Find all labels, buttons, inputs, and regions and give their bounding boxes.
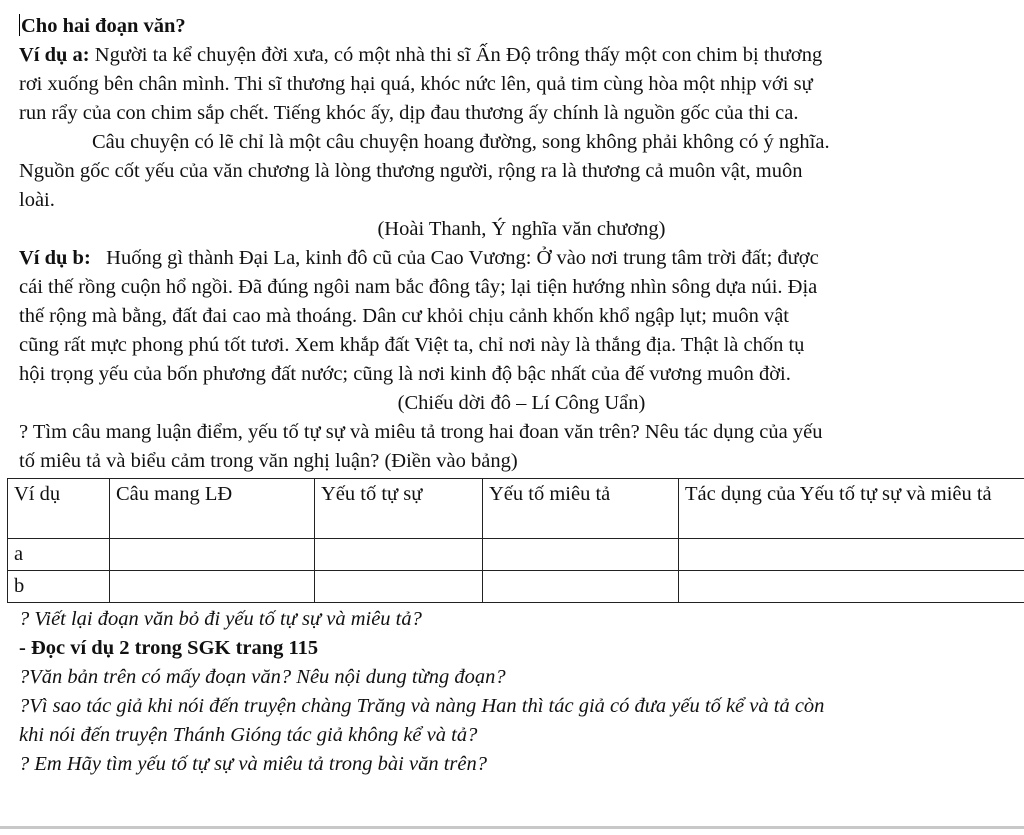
question-1-line-2: tố miêu tả và biểu cảm trong văn nghị luận? (Điền vào bảng) <box>19 450 518 472</box>
question-2: ? Viết lại đoạn văn bỏ đi yếu tố tự sự và miêu tả? <box>19 608 422 630</box>
table-header-cell: Yếu tố miêu tả <box>483 479 679 539</box>
table-cell[interactable] <box>483 571 679 603</box>
question-4-line-2: khi nói đến truyện Thánh Gióng tác giả không kể và tả? <box>19 724 478 746</box>
document-title: Cho hai đoạn văn? <box>21 15 186 37</box>
table-header-row <box>8 479 1024 539</box>
example-b-line-4: cũng rất mực phong phú tốt tươi. Xem khắp đất Việt ta, chỉ nơi này là thắng địa. Thật là chốn tụ <box>19 334 805 356</box>
table-cell[interactable] <box>315 571 483 603</box>
question-1-line-1: ? Tìm câu mang luận điểm, yếu tố tự sự và miêu tả trong hai đoan văn trên? Nêu tác dụng của yếu <box>19 421 823 443</box>
example-b-label: Ví dụ b: <box>19 247 91 269</box>
table-cell[interactable] <box>679 571 1024 603</box>
example-a-line-2: rơi xuống bên chân mình. Thi sĩ thương hại quá, khóc nức lên, quả tim cùng hòa một nhịp với sự <box>19 73 813 95</box>
table-cell[interactable] <box>110 539 315 571</box>
table-cell[interactable] <box>315 539 483 571</box>
table-cell[interactable] <box>483 539 679 571</box>
text-cursor <box>19 14 20 36</box>
instruction-read-example: - Đọc ví dụ 2 trong SGK trang 115 <box>19 637 319 659</box>
table-header-cell: Tác dụng của Yếu tố tự sự và miêu tả <box>679 479 1024 539</box>
table-cell: a <box>8 539 110 571</box>
example-a-label: Ví dụ a: <box>19 44 90 66</box>
example-b-line-3: thế rộng mà bằng, đất đai cao mà thoáng. Dân cư khỏi chịu cảnh khốn khổ ngập lụt; muôn vật <box>19 305 789 327</box>
page-bottom-divider <box>0 826 1024 829</box>
example-b-line-1: Ví dụ b: Huống gì thành Đại La, kinh đô cũ của Cao Vương: Ở vào nơi trung tâm trời đất; được <box>19 247 819 269</box>
table-cell: b <box>8 571 110 603</box>
table-row <box>8 539 1024 571</box>
example-a-line-1: Ví dụ a: Người ta kể chuyện đời xưa, có một nhà thi sĩ Ấn Độ trông thấy một con chim bị thương <box>19 44 823 66</box>
table-row <box>8 571 1024 603</box>
example-a-line-3: run rẩy của con chim sắp chết. Tiếng khóc ấy, dịp đau thương ấy chính là nguồn gốc của thi ca. <box>19 102 799 124</box>
question-5: ? Em Hãy tìm yếu tố tự sự và miêu tả trong bài văn trên? <box>19 753 487 775</box>
example-a-para2-line-1: Câu chuyện có lẽ chỉ là một câu chuyện hoang đường, song không phải không có ý nghĩa. <box>92 131 830 153</box>
example-a-para2-line-2: Nguồn gốc cốt yếu của văn chương là lòng thương người, rộng ra là thương cả muôn vật, muôn <box>19 160 803 182</box>
answer-table <box>7 478 1024 603</box>
question-4-line-1: ?Vì sao tác giả khi nói đến truyện chàng Trăng và nàng Han thì tác giả có đưa yếu tố kể và tả còn <box>19 695 825 717</box>
table-header-cell: Ví dụ <box>8 479 110 539</box>
example-b-source: (Chiếu dời đô – Lí Công Uẩn) <box>397 392 646 414</box>
table-header-cell: Câu mang LĐ <box>110 479 315 539</box>
example-a-source: (Hoài Thanh, Ý nghĩa văn chương) <box>377 218 666 240</box>
table-cell[interactable] <box>110 571 315 603</box>
question-3: ?Văn bản trên có mấy đoạn văn? Nêu nội dung từng đoạn? <box>19 666 506 688</box>
example-b-line-5: hội trọng yếu của bốn phương đất nước; cũng là nơi kinh độ bậc nhất của đế vương muôn đời. <box>19 363 791 385</box>
table-header-cell: Yếu tố tự sự <box>315 479 483 539</box>
table-cell[interactable] <box>679 539 1024 571</box>
example-a-para2-line-3: loài. <box>19 189 55 211</box>
example-b-line-2: cái thế rồng cuộn hổ ngồi. Đã đúng ngôi nam bắc đông tây; lại tiện hướng nhìn sông dựa núi. Địa <box>19 276 818 298</box>
